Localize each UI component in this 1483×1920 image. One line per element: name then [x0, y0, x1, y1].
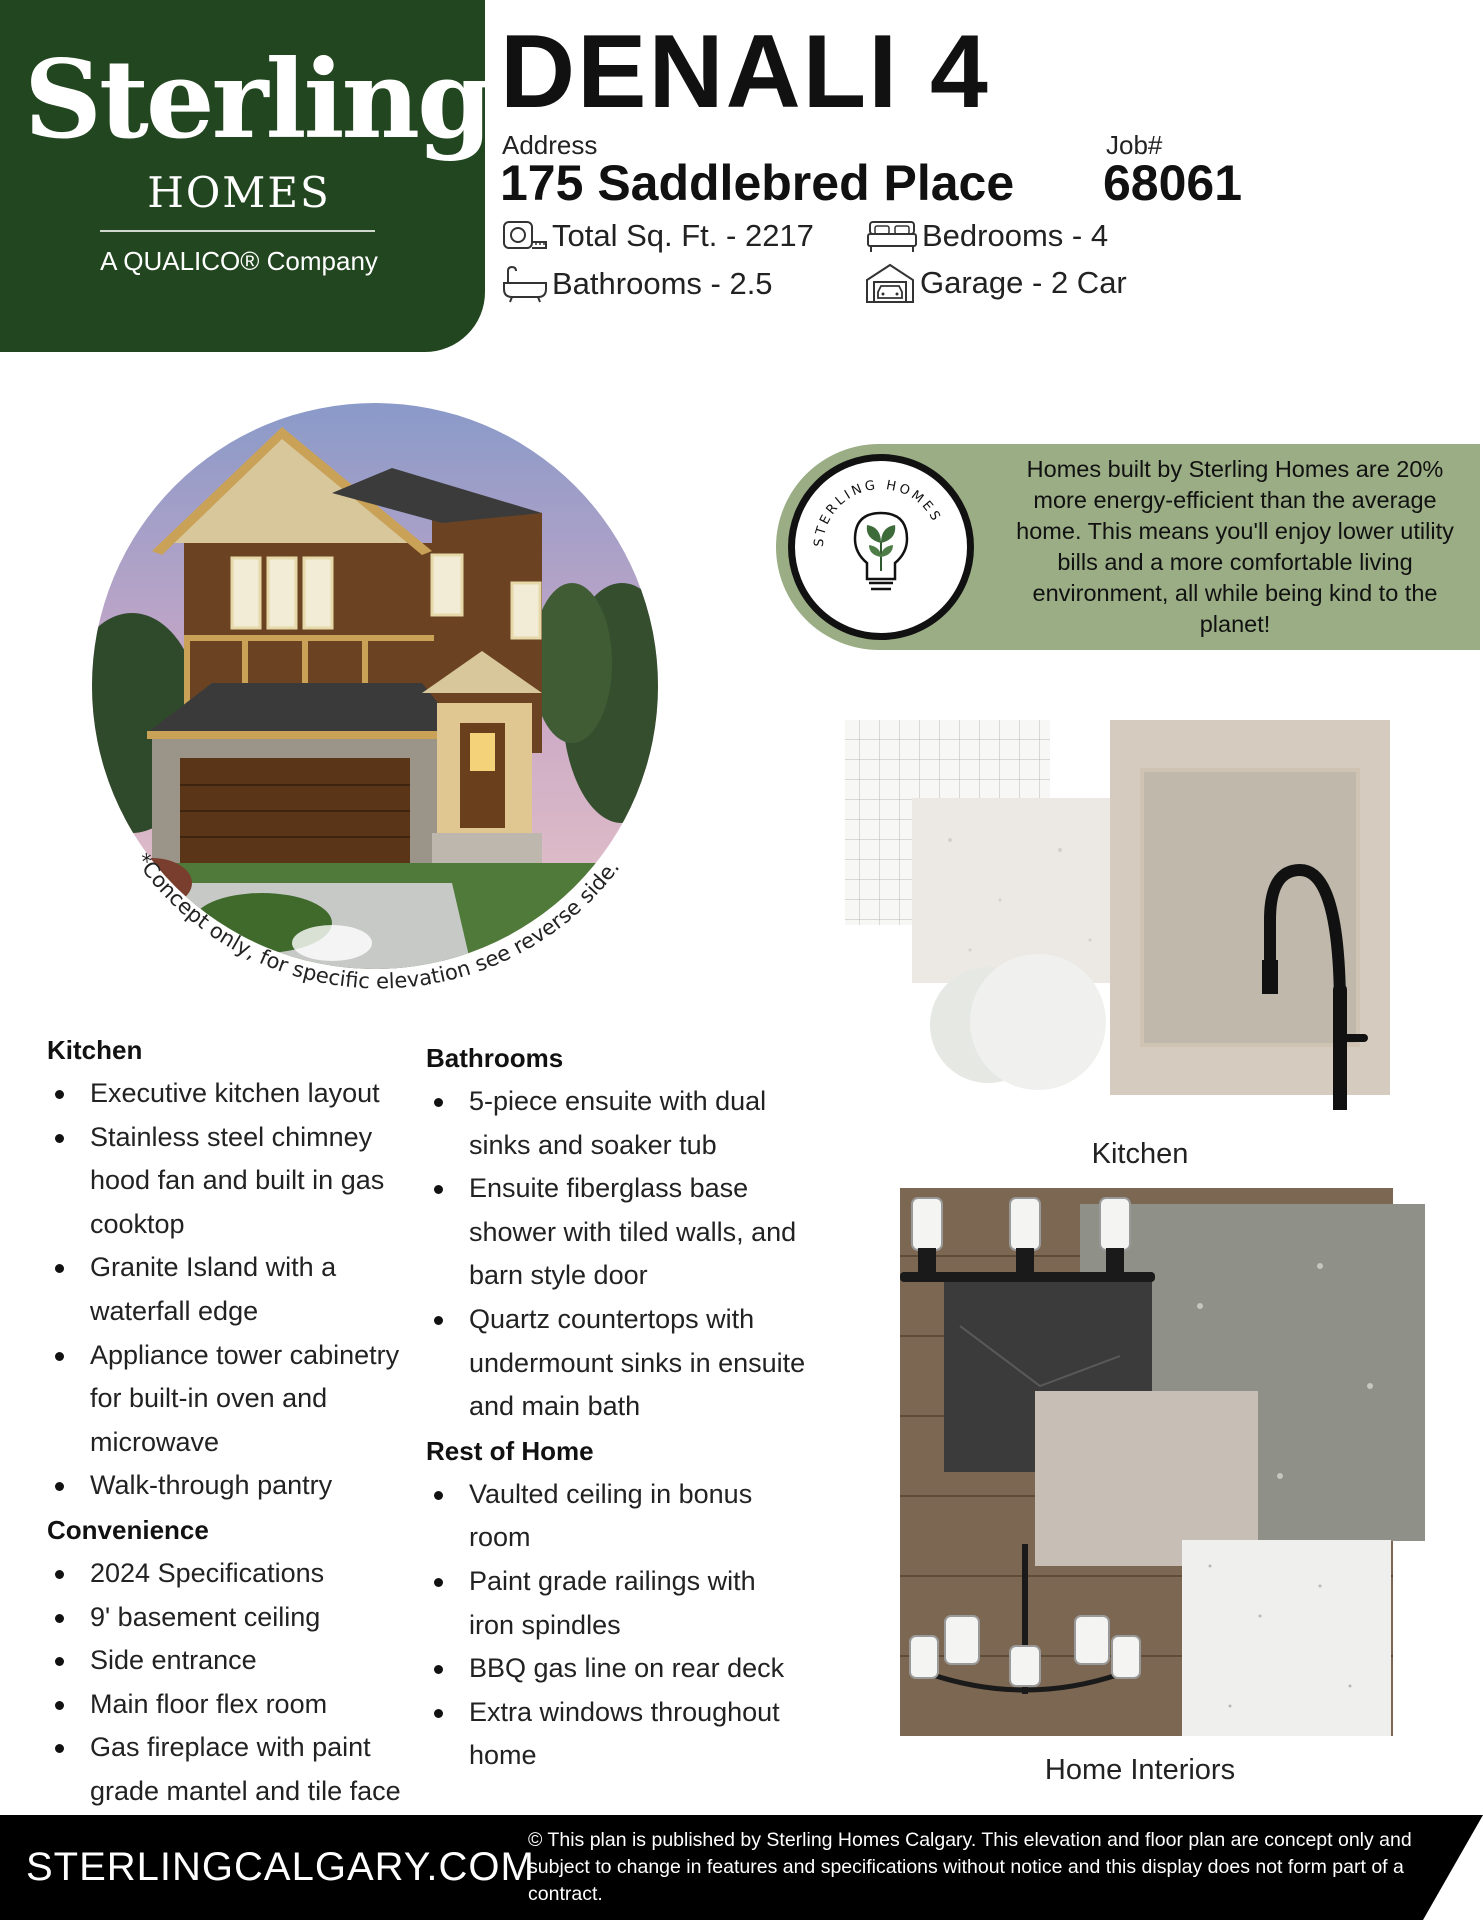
list-item: Vaulted ceiling in bonus room [426, 1473, 806, 1560]
quartz-light-swatch [1182, 1540, 1391, 1736]
brand-logo-block [0, 0, 490, 352]
list-item: Granite Island with a waterfall edge [47, 1246, 432, 1333]
energy-text: Homes built by Sterling Homes are 20% more energy-efficient than the average home. This means you'll enjoy lower utility bills and a more comfortable living environment, all while being kind to the planet! [1016, 456, 1454, 637]
energy-badge [788, 454, 974, 640]
kitchen-caption: Kitchen [1091, 1138, 1189, 1170]
list-item: Walk-through pantry [47, 1464, 432, 1508]
lightbulb-leaf-icon [855, 513, 907, 589]
address-label: Address [502, 130, 598, 160]
tape-measure-icon [502, 218, 548, 254]
list-item: Extra windows throughout home [426, 1691, 806, 1778]
bathrooms-heading: Bathrooms [426, 1043, 564, 1073]
stone-tile-swatch [1035, 1391, 1258, 1566]
spec-bathrooms-text: Bathrooms - 2.5 [552, 266, 773, 301]
convenience-heading: Convenience [47, 1514, 209, 1545]
home-interiors-swatches [900, 1186, 1425, 1746]
list-item: 5-piece ensuite with dual sinks and soaker tub [426, 1080, 806, 1167]
spec-garage [864, 262, 1127, 304]
list-item: Appliance tower cabinetry for built-in oven and microwave [47, 1334, 432, 1465]
spec-bedrooms-text: Bedrooms - 4 [922, 218, 1109, 253]
footer-website-link[interactable]: STERLINGCALGARY.COM [26, 1845, 535, 1889]
energy-badge-text: STERLING HOMES [811, 477, 945, 548]
list-item: Stainless steel chimney hood fan and built in gas cooktop [47, 1116, 432, 1247]
list-item: Ensuite fiberglass base shower with tiled walls, and barn style door [426, 1167, 806, 1298]
quartz-swatch [912, 798, 1124, 983]
list-item: BBQ gas line on rear deck [426, 1647, 806, 1691]
list-item: Quartz countertops with undermount sinks in ensuite and main bath [426, 1298, 806, 1429]
list-item: Side entrance [47, 1639, 432, 1683]
bathrooms-list [426, 1080, 806, 1429]
model-title: DENALI 4 [500, 14, 990, 130]
list-item: 2024 Specifications [47, 1552, 432, 1596]
elevation-note: *Concept only, for specific elevation see reverse side. [130, 848, 625, 994]
list-item: Executive kitchen layout [47, 1072, 432, 1116]
list-item: Main floor flex room [47, 1683, 432, 1727]
features-right-column [426, 1036, 806, 1778]
convenience-list [47, 1552, 432, 1814]
job-label: Job# [1106, 130, 1163, 160]
footer [0, 1815, 1483, 1920]
spec-sqft-text: Total Sq. Ft. - 2217 [552, 218, 814, 253]
rest-of-home-heading: Rest of Home [426, 1435, 594, 1466]
rest-of-home-list [426, 1473, 806, 1778]
bed-icon [866, 218, 918, 254]
brand-tagline: A QUALICO® Company [100, 246, 378, 276]
kitchen-heading: Kitchen [47, 1035, 143, 1065]
logo-divider [100, 230, 375, 232]
bathtub-icon [502, 265, 548, 303]
spec-garage-text: Garage - 2 Car [920, 265, 1127, 300]
list-item: 9' basement ceiling [47, 1596, 432, 1640]
brand-name: Sterling [24, 37, 490, 163]
kitchen-list [47, 1072, 432, 1508]
list-item: Paint grade railings with iron spindles [426, 1560, 806, 1647]
spec-bathrooms [502, 265, 773, 303]
features-left-column [47, 1028, 432, 1814]
kitchen-swatches [840, 720, 1440, 1110]
spec-bedrooms [866, 218, 1108, 254]
home-interiors-caption: Home Interiors [1044, 1754, 1236, 1786]
footer-corner [1423, 1815, 1483, 1920]
spec-sqft [502, 218, 814, 254]
footer-legal-text: © This plan is published by Sterling Homes Calgary. This elevation and floor plan are concept only and subject to change in features and specifications without notice and this display does not form part of a contract. [528, 1829, 1412, 1905]
elevation-note-curve [60, 380, 700, 1020]
address-value: 175 Saddlebred Place [500, 155, 1015, 211]
list-item: Gas fireplace with paint grade mantel and tile face [47, 1726, 432, 1813]
job-value: 68061 [1103, 155, 1243, 211]
brand-sub: HOMES [147, 168, 331, 217]
garage-icon [864, 262, 916, 304]
